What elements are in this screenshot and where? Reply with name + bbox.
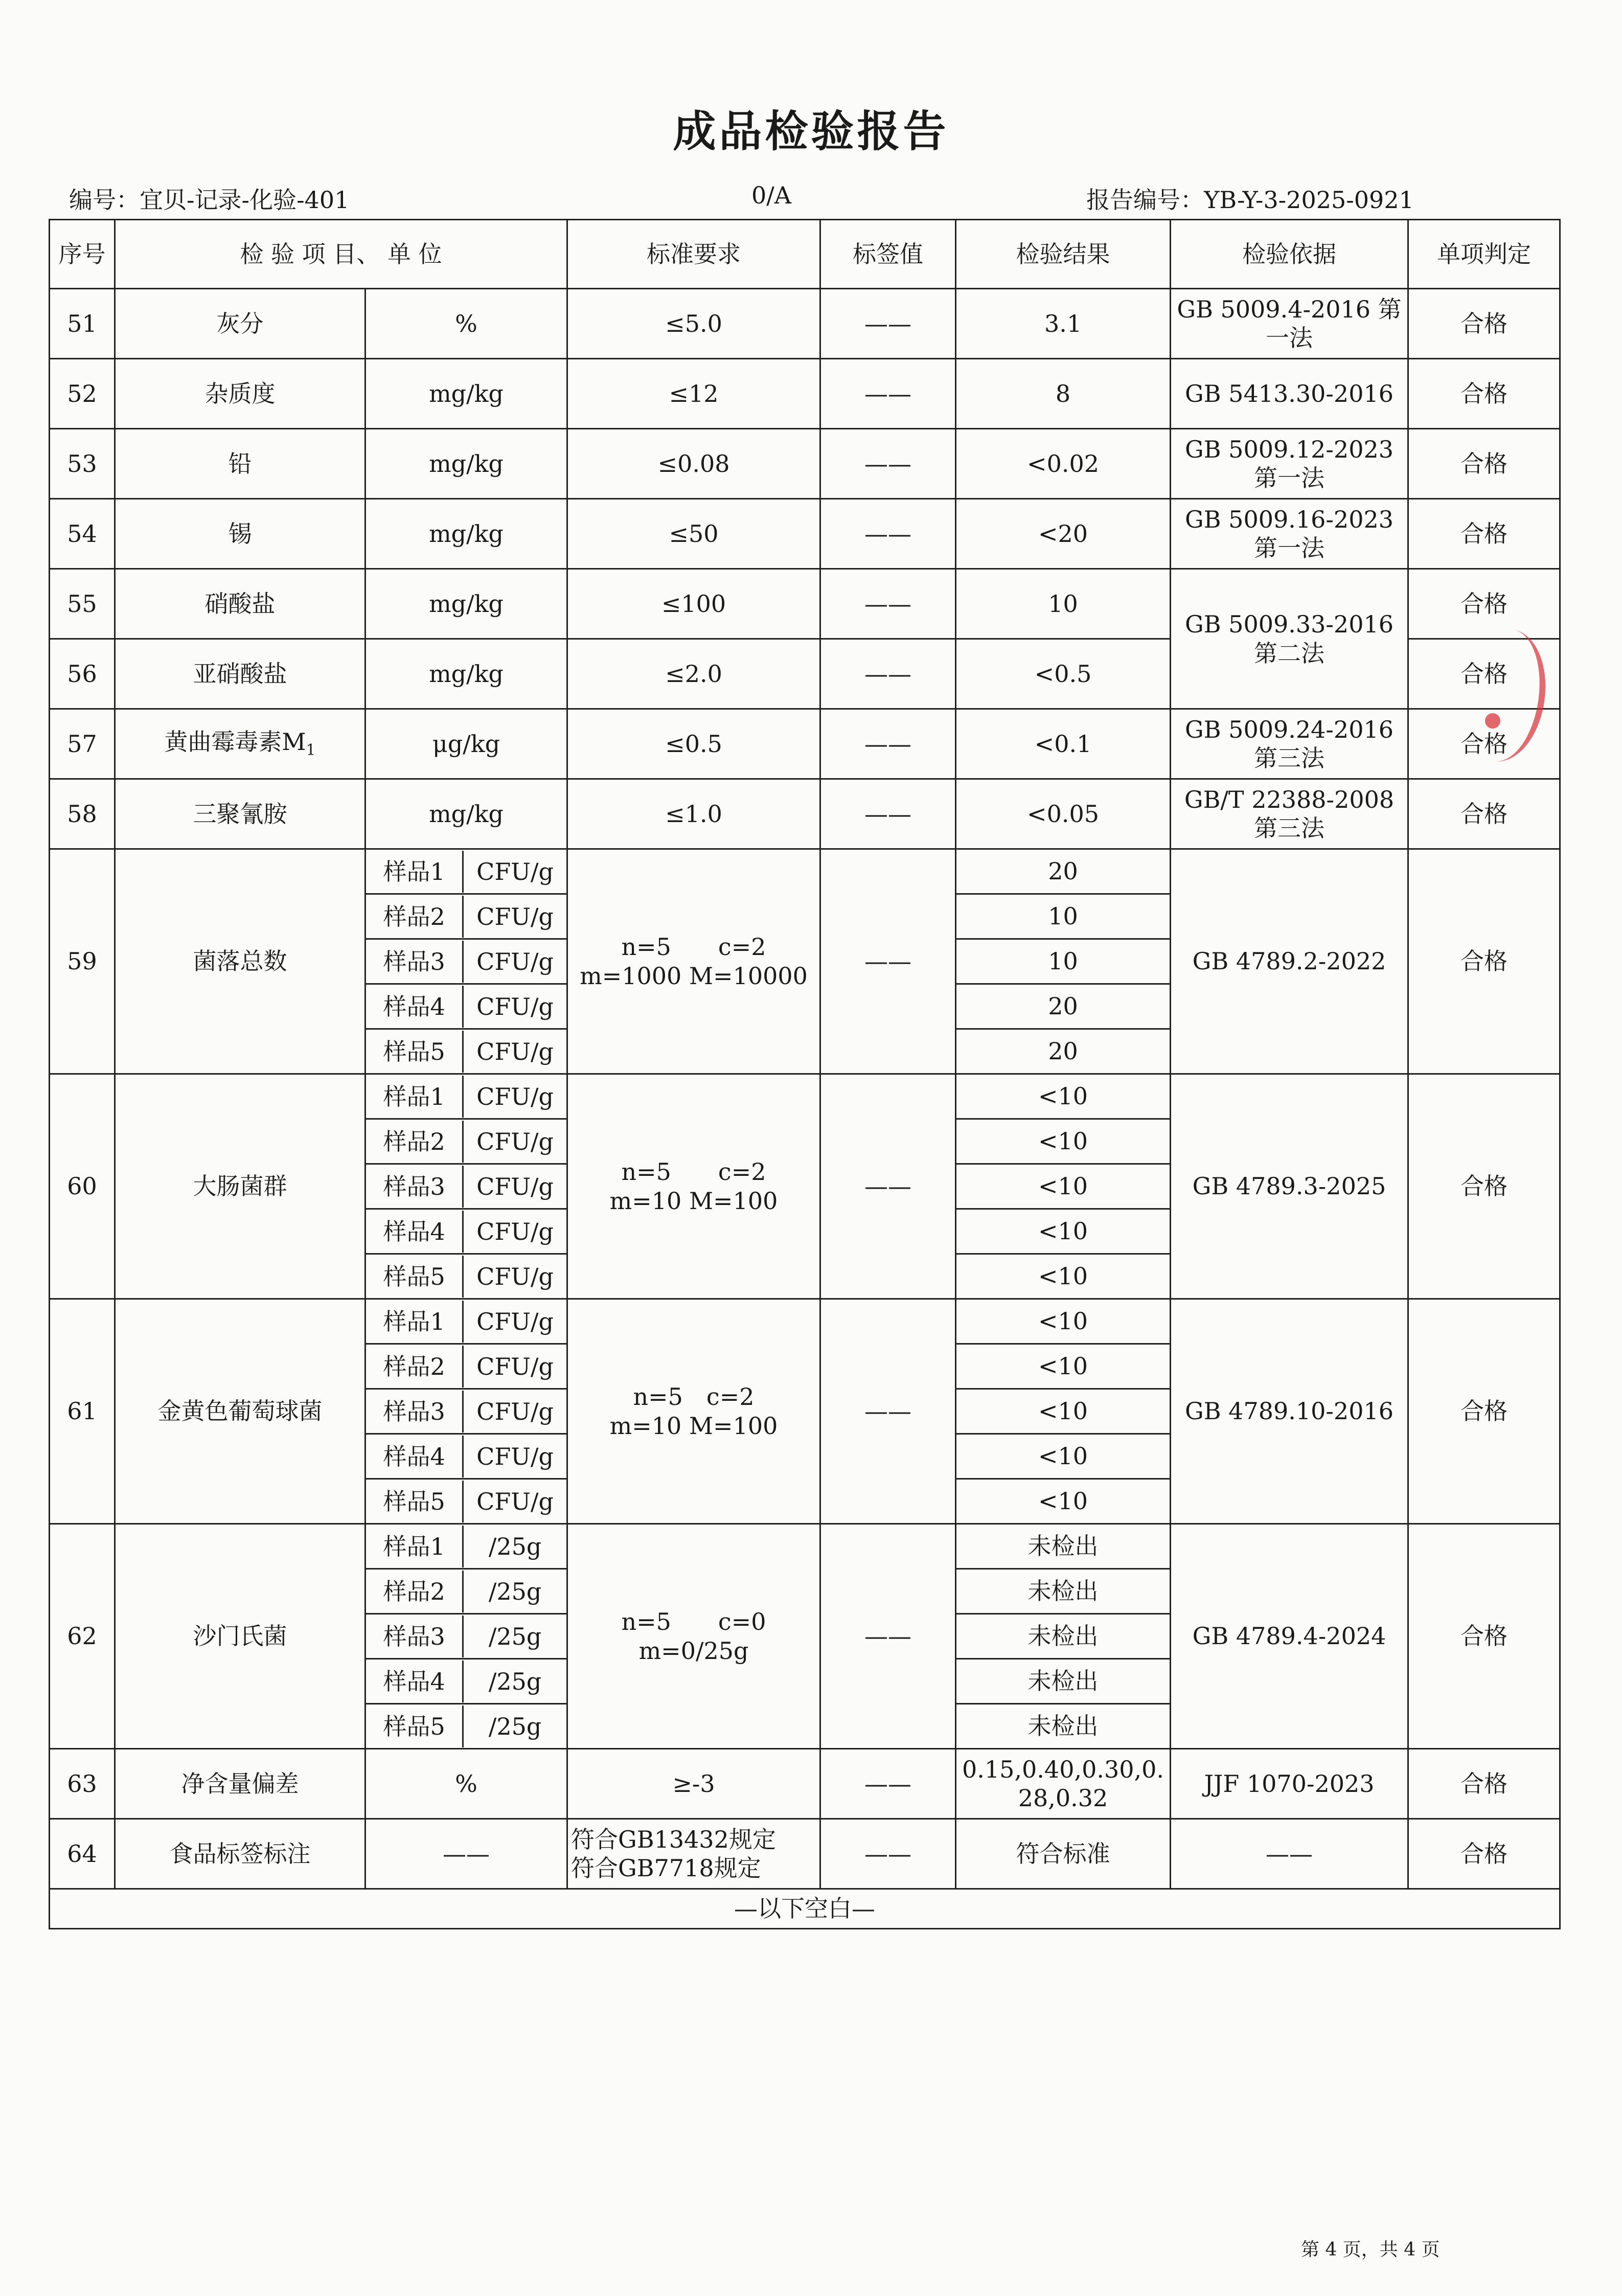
header-item-unit: 检 验 项 目、 单 位	[115, 220, 567, 289]
sample-unit-cell	[365, 1704, 567, 1749]
test-result: <10	[956, 1479, 1171, 1524]
standard-line: n=5 c=2	[621, 1158, 766, 1186]
sample-unit-wrap	[366, 1661, 566, 1702]
test-result: <0.1	[956, 709, 1171, 779]
sample-unit-cell	[365, 1074, 567, 1119]
test-basis: JJF 1070-2023	[1171, 1749, 1408, 1819]
judgement: 合格	[1408, 849, 1560, 1074]
unit: %	[365, 1749, 567, 1819]
sample-unit: /25g	[488, 1712, 542, 1740]
standard-requirement	[567, 1299, 820, 1524]
unit: ——	[365, 1819, 567, 1889]
sample-unit-wrap	[366, 1166, 566, 1208]
unit: mg/kg	[365, 359, 567, 429]
label-value: ——	[820, 849, 956, 1074]
unit: mg/kg	[365, 429, 567, 499]
standard-line: 符合GB7718规定	[571, 1854, 761, 1882]
judgement: 合格	[1408, 1074, 1560, 1299]
test-item	[115, 289, 365, 359]
standard-requirement	[567, 1524, 820, 1749]
sample-unit-wrap	[366, 1076, 566, 1118]
unit: μg/kg	[365, 709, 567, 779]
test-result: 20	[956, 1029, 1171, 1074]
blank-note: —以下空白—	[50, 1889, 1560, 1929]
test-item-subscript: 1	[306, 741, 316, 760]
unit: mg/kg	[365, 639, 567, 709]
label-value: ——	[820, 1524, 956, 1749]
test-result: 20	[956, 849, 1171, 894]
test-basis: GB 5009.24-2016 第三法	[1171, 709, 1408, 779]
red-seal-mark	[1485, 713, 1500, 729]
test-result: <10	[956, 1164, 1171, 1209]
sample-name: 样品5	[366, 1256, 464, 1298]
standard-requirement: ≤100	[567, 569, 820, 639]
judgement: 合格	[1408, 1299, 1560, 1524]
standard-line: n=5 c=2	[621, 933, 766, 961]
sample-unit-cell	[365, 1344, 567, 1389]
header-seq: 序号	[50, 220, 115, 289]
sample-unit: CFU/g	[476, 1037, 554, 1065]
sample-name: 样品4	[366, 1661, 464, 1702]
table-row	[50, 1074, 1560, 1119]
label-value: ——	[820, 639, 956, 709]
sample-name: 样品2	[366, 896, 464, 938]
sample-unit-cell	[365, 1479, 567, 1524]
standard-requirement: ≤5.0	[567, 289, 820, 359]
standard-line: n=5 c=0	[621, 1608, 766, 1636]
sample-name: 样品2	[366, 1571, 464, 1612]
sample-name: 样品3	[366, 1616, 464, 1657]
report-title: 成品检验报告	[673, 106, 949, 156]
sample-unit: CFU/g	[476, 1352, 554, 1380]
sample-unit-wrap	[366, 1526, 566, 1567]
row-number: 64	[50, 1819, 115, 1889]
test-basis: GB 5413.30-2016	[1171, 359, 1408, 429]
row-number: 51	[50, 289, 115, 359]
sample-name: 样品4	[366, 1436, 464, 1477]
test-item-text: 三聚氰胺	[193, 800, 287, 828]
test-item	[115, 569, 365, 639]
test-result: 10	[956, 569, 1171, 639]
test-basis: GB 4789.3-2025	[1171, 1074, 1408, 1299]
test-result: 0.15,0.40,0.30,0.28,0.32	[956, 1749, 1171, 1819]
standard-requirement: ≤50	[567, 499, 820, 569]
row-number: 53	[50, 429, 115, 499]
sample-name: 样品1	[366, 1526, 464, 1567]
sample-unit-wrap	[366, 1211, 566, 1253]
standard-requirement	[567, 1819, 820, 1889]
sample-unit-wrap	[366, 1301, 566, 1343]
standard-line: n=5 c=2	[633, 1383, 755, 1411]
test-basis: GB 4789.10-2016	[1171, 1299, 1408, 1524]
sample-name: 样品1	[366, 1301, 464, 1343]
test-result: <20	[956, 499, 1171, 569]
table-row	[50, 1749, 1560, 1819]
sample-unit: CFU/g	[476, 1172, 554, 1200]
test-result: 8	[956, 359, 1171, 429]
document-version: 0/A	[751, 181, 791, 209]
label-value: ——	[820, 1074, 956, 1299]
sample-unit-cell	[365, 894, 567, 939]
sample-unit: CFU/g	[476, 1442, 554, 1470]
sample-unit-cell	[365, 1389, 567, 1434]
test-item: 食品标签标注	[115, 1819, 365, 1889]
inspection-table	[49, 219, 1561, 1929]
label-value: ——	[820, 1299, 956, 1524]
test-result: <10	[956, 1389, 1171, 1434]
sample-unit-wrap	[366, 851, 566, 893]
test-item-text: 灰分	[216, 309, 264, 337]
judgement: 合格	[1408, 289, 1560, 359]
sample-unit-cell	[365, 1614, 567, 1659]
test-result: 未检出	[956, 1614, 1171, 1659]
sample-unit-wrap	[366, 1571, 566, 1612]
sample-unit-cell	[365, 1029, 567, 1074]
sample-unit: CFU/g	[476, 1217, 554, 1245]
sample-name: 样品2	[366, 1121, 464, 1163]
sample-unit-wrap	[366, 1706, 566, 1747]
test-item	[115, 359, 365, 429]
standard-requirement: ≤1.0	[567, 779, 820, 849]
row-number: 59	[50, 849, 115, 1074]
test-item-text: 锡	[228, 519, 252, 548]
test-basis: GB 5009.33-2016 第二法	[1171, 569, 1408, 709]
test-basis: GB 4789.4-2024	[1171, 1524, 1408, 1749]
sample-unit-cell	[365, 984, 567, 1029]
sample-unit-wrap	[366, 941, 566, 983]
standard-line: 符合GB13432规定	[571, 1825, 776, 1853]
sample-unit: CFU/g	[476, 902, 554, 930]
sample-name: 样品3	[366, 1391, 464, 1433]
sample-unit-cell	[365, 1434, 567, 1479]
test-basis: ——	[1171, 1819, 1408, 1889]
header-judgement: 单项判定	[1408, 220, 1560, 289]
test-item-text: 杂质度	[204, 379, 276, 407]
sample-name: 样品5	[366, 1031, 464, 1073]
sample-unit: CFU/g	[476, 1082, 554, 1110]
sample-unit-wrap	[366, 1256, 566, 1298]
page-number: 第 4 页，共 4 页	[1301, 2239, 1440, 2260]
test-item: 菌落总数	[115, 849, 365, 1074]
standard-requirement: ≤0.5	[567, 709, 820, 779]
sample-unit-cell	[365, 849, 567, 894]
label-value: ——	[820, 1819, 956, 1889]
test-item: 大肠菌群	[115, 1074, 365, 1299]
judgement: 合格	[1408, 1819, 1560, 1889]
standard-line: m=0/25g	[638, 1636, 749, 1665]
table-row	[50, 289, 1560, 359]
sample-unit: CFU/g	[476, 1307, 554, 1335]
row-number: 54	[50, 499, 115, 569]
test-item-text: 硝酸盐	[204, 589, 276, 618]
sample-unit-cell	[365, 1164, 567, 1209]
table-row	[50, 429, 1560, 499]
sample-unit-wrap	[366, 1616, 566, 1657]
test-item: 净含量偏差	[115, 1749, 365, 1819]
sample-unit: CFU/g	[476, 1487, 554, 1515]
standard-requirement: ≤0.08	[567, 429, 820, 499]
judgement: 合格	[1408, 639, 1560, 709]
table-row	[50, 1524, 1560, 1569]
test-item	[115, 779, 365, 849]
row-number: 58	[50, 779, 115, 849]
table-row	[50, 1299, 1560, 1344]
test-item	[115, 639, 365, 709]
sample-name: 样品3	[366, 941, 464, 983]
test-result: <10	[956, 1299, 1171, 1344]
judgement: 合格	[1408, 709, 1560, 779]
header-result: 检验结果	[956, 220, 1171, 289]
blank-row	[50, 1889, 1560, 1929]
sample-unit-wrap	[366, 896, 566, 938]
sample-unit-wrap	[366, 1121, 566, 1163]
table-row	[50, 709, 1560, 779]
sample-unit-cell	[365, 1569, 567, 1614]
test-result: <10	[956, 1254, 1171, 1299]
sample-unit: CFU/g	[476, 992, 554, 1020]
test-result: 未检出	[956, 1569, 1171, 1614]
test-item	[115, 429, 365, 499]
row-number: 55	[50, 569, 115, 639]
label-value: ——	[820, 569, 956, 639]
row-number: 61	[50, 1299, 115, 1524]
row-number: 57	[50, 709, 115, 779]
judgement: 合格	[1408, 359, 1560, 429]
standard-line: m=10 M=100	[609, 1187, 778, 1215]
test-result: <10	[956, 1434, 1171, 1479]
test-item	[115, 499, 365, 569]
test-result: <0.02	[956, 429, 1171, 499]
test-result: 未检出	[956, 1659, 1171, 1704]
sample-unit-wrap	[366, 1031, 566, 1073]
judgement: 合格	[1408, 569, 1560, 639]
sample-unit: CFU/g	[476, 1127, 554, 1155]
sample-name: 样品5	[366, 1706, 464, 1747]
test-item-text: 黄曲霉毒素M	[164, 728, 306, 756]
sample-unit-wrap	[366, 1391, 566, 1433]
test-basis: GB/T 22388-2008 第三法	[1171, 779, 1408, 849]
standard-requirement	[567, 1074, 820, 1299]
test-result: <10	[956, 1344, 1171, 1389]
sample-unit-wrap	[366, 1481, 566, 1522]
test-result: 未检出	[956, 1524, 1171, 1569]
unit: mg/kg	[365, 499, 567, 569]
standard-line: m=1000 M=10000	[580, 962, 808, 990]
sample-unit-wrap	[366, 986, 566, 1028]
table-row	[50, 779, 1560, 849]
label-value: ——	[820, 1749, 956, 1819]
judgement: 合格	[1408, 499, 1560, 569]
unit: %	[365, 289, 567, 359]
test-result: <10	[956, 1119, 1171, 1164]
sample-unit: CFU/g	[476, 1397, 554, 1425]
sample-name: 样品5	[366, 1481, 464, 1522]
test-basis: GB 4789.2-2022	[1171, 849, 1408, 1074]
test-result: 3.1	[956, 289, 1171, 359]
test-item: 沙门氏菌	[115, 1524, 365, 1749]
sample-name: 样品4	[366, 986, 464, 1028]
sample-unit-cell	[365, 1299, 567, 1344]
test-basis: GB 5009.12-2023 第一法	[1171, 429, 1408, 499]
row-number: 52	[50, 359, 115, 429]
header-standard: 标准要求	[567, 220, 820, 289]
test-result: 未检出	[956, 1704, 1171, 1749]
test-basis: GB 5009.16-2023 第一法	[1171, 499, 1408, 569]
test-result: 符合标准	[956, 1819, 1171, 1889]
table-row	[50, 499, 1560, 569]
judgement: 合格	[1408, 429, 1560, 499]
header-label-value: 标签值	[820, 220, 956, 289]
label-value: ——	[820, 289, 956, 359]
table-row	[50, 849, 1560, 894]
row-number: 60	[50, 1074, 115, 1299]
standard-line: m=10 M=100	[609, 1412, 778, 1440]
standard-requirement: ≤2.0	[567, 639, 820, 709]
sample-unit-cell	[365, 1524, 567, 1569]
judgement: 合格	[1408, 1524, 1560, 1749]
sample-unit-cell	[365, 1119, 567, 1164]
sample-name: 样品2	[366, 1346, 464, 1388]
label-value: ——	[820, 779, 956, 849]
standard-requirement	[567, 849, 820, 1074]
row-number: 56	[50, 639, 115, 709]
sample-name: 样品4	[366, 1211, 464, 1253]
sample-unit-wrap	[366, 1436, 566, 1477]
test-item	[115, 709, 365, 779]
label-value: ——	[820, 499, 956, 569]
header-row	[50, 220, 1560, 289]
sample-unit-cell	[365, 939, 567, 984]
sample-unit-cell	[365, 1659, 567, 1704]
sample-unit-cell	[365, 1254, 567, 1299]
row-number: 63	[50, 1749, 115, 1819]
header-basis: 检验依据	[1171, 220, 1408, 289]
judgement: 合格	[1408, 1749, 1560, 1819]
table-row	[50, 1819, 1560, 1889]
standard-requirement: ≤12	[567, 359, 820, 429]
test-item: 金黄色葡萄球菌	[115, 1299, 365, 1524]
sample-unit: /25g	[488, 1577, 542, 1605]
test-result: <0.5	[956, 639, 1171, 709]
sample-unit: CFU/g	[476, 1262, 554, 1290]
sample-name: 样品1	[366, 1076, 464, 1118]
sample-unit-cell	[365, 1209, 567, 1254]
sample-unit: CFU/g	[476, 857, 554, 885]
test-item-text: 铅	[228, 449, 252, 478]
sample-name: 样品1	[366, 851, 464, 893]
test-result: <0.05	[956, 779, 1171, 849]
sample-name: 样品3	[366, 1166, 464, 1208]
test-basis: GB 5009.4-2016 第一法	[1171, 289, 1408, 359]
document-code: 编号：宜贝-记录-化验-401	[69, 186, 350, 214]
test-result: <10	[956, 1209, 1171, 1254]
label-value: ——	[820, 359, 956, 429]
table-row	[50, 359, 1560, 429]
sample-unit-wrap	[366, 1346, 566, 1388]
report-number: 报告编号：YB-Y-3-2025-0921	[1086, 186, 1414, 214]
label-value: ——	[820, 709, 956, 779]
sample-unit: /25g	[488, 1667, 542, 1695]
table-row	[50, 569, 1560, 639]
test-result: <10	[956, 1074, 1171, 1119]
test-result: 10	[956, 939, 1171, 984]
row-number: 62	[50, 1524, 115, 1749]
unit: mg/kg	[365, 569, 567, 639]
standard-requirement: ≥-3	[567, 1749, 820, 1819]
unit: mg/kg	[365, 779, 567, 849]
test-item-text: 亚硝酸盐	[193, 660, 287, 688]
test-result: 10	[956, 894, 1171, 939]
sample-unit: CFU/g	[476, 947, 554, 975]
test-result: 20	[956, 984, 1171, 1029]
sample-unit: /25g	[488, 1622, 542, 1650]
judgement: 合格	[1408, 779, 1560, 849]
label-value: ——	[820, 429, 956, 499]
sample-unit: /25g	[488, 1532, 542, 1560]
